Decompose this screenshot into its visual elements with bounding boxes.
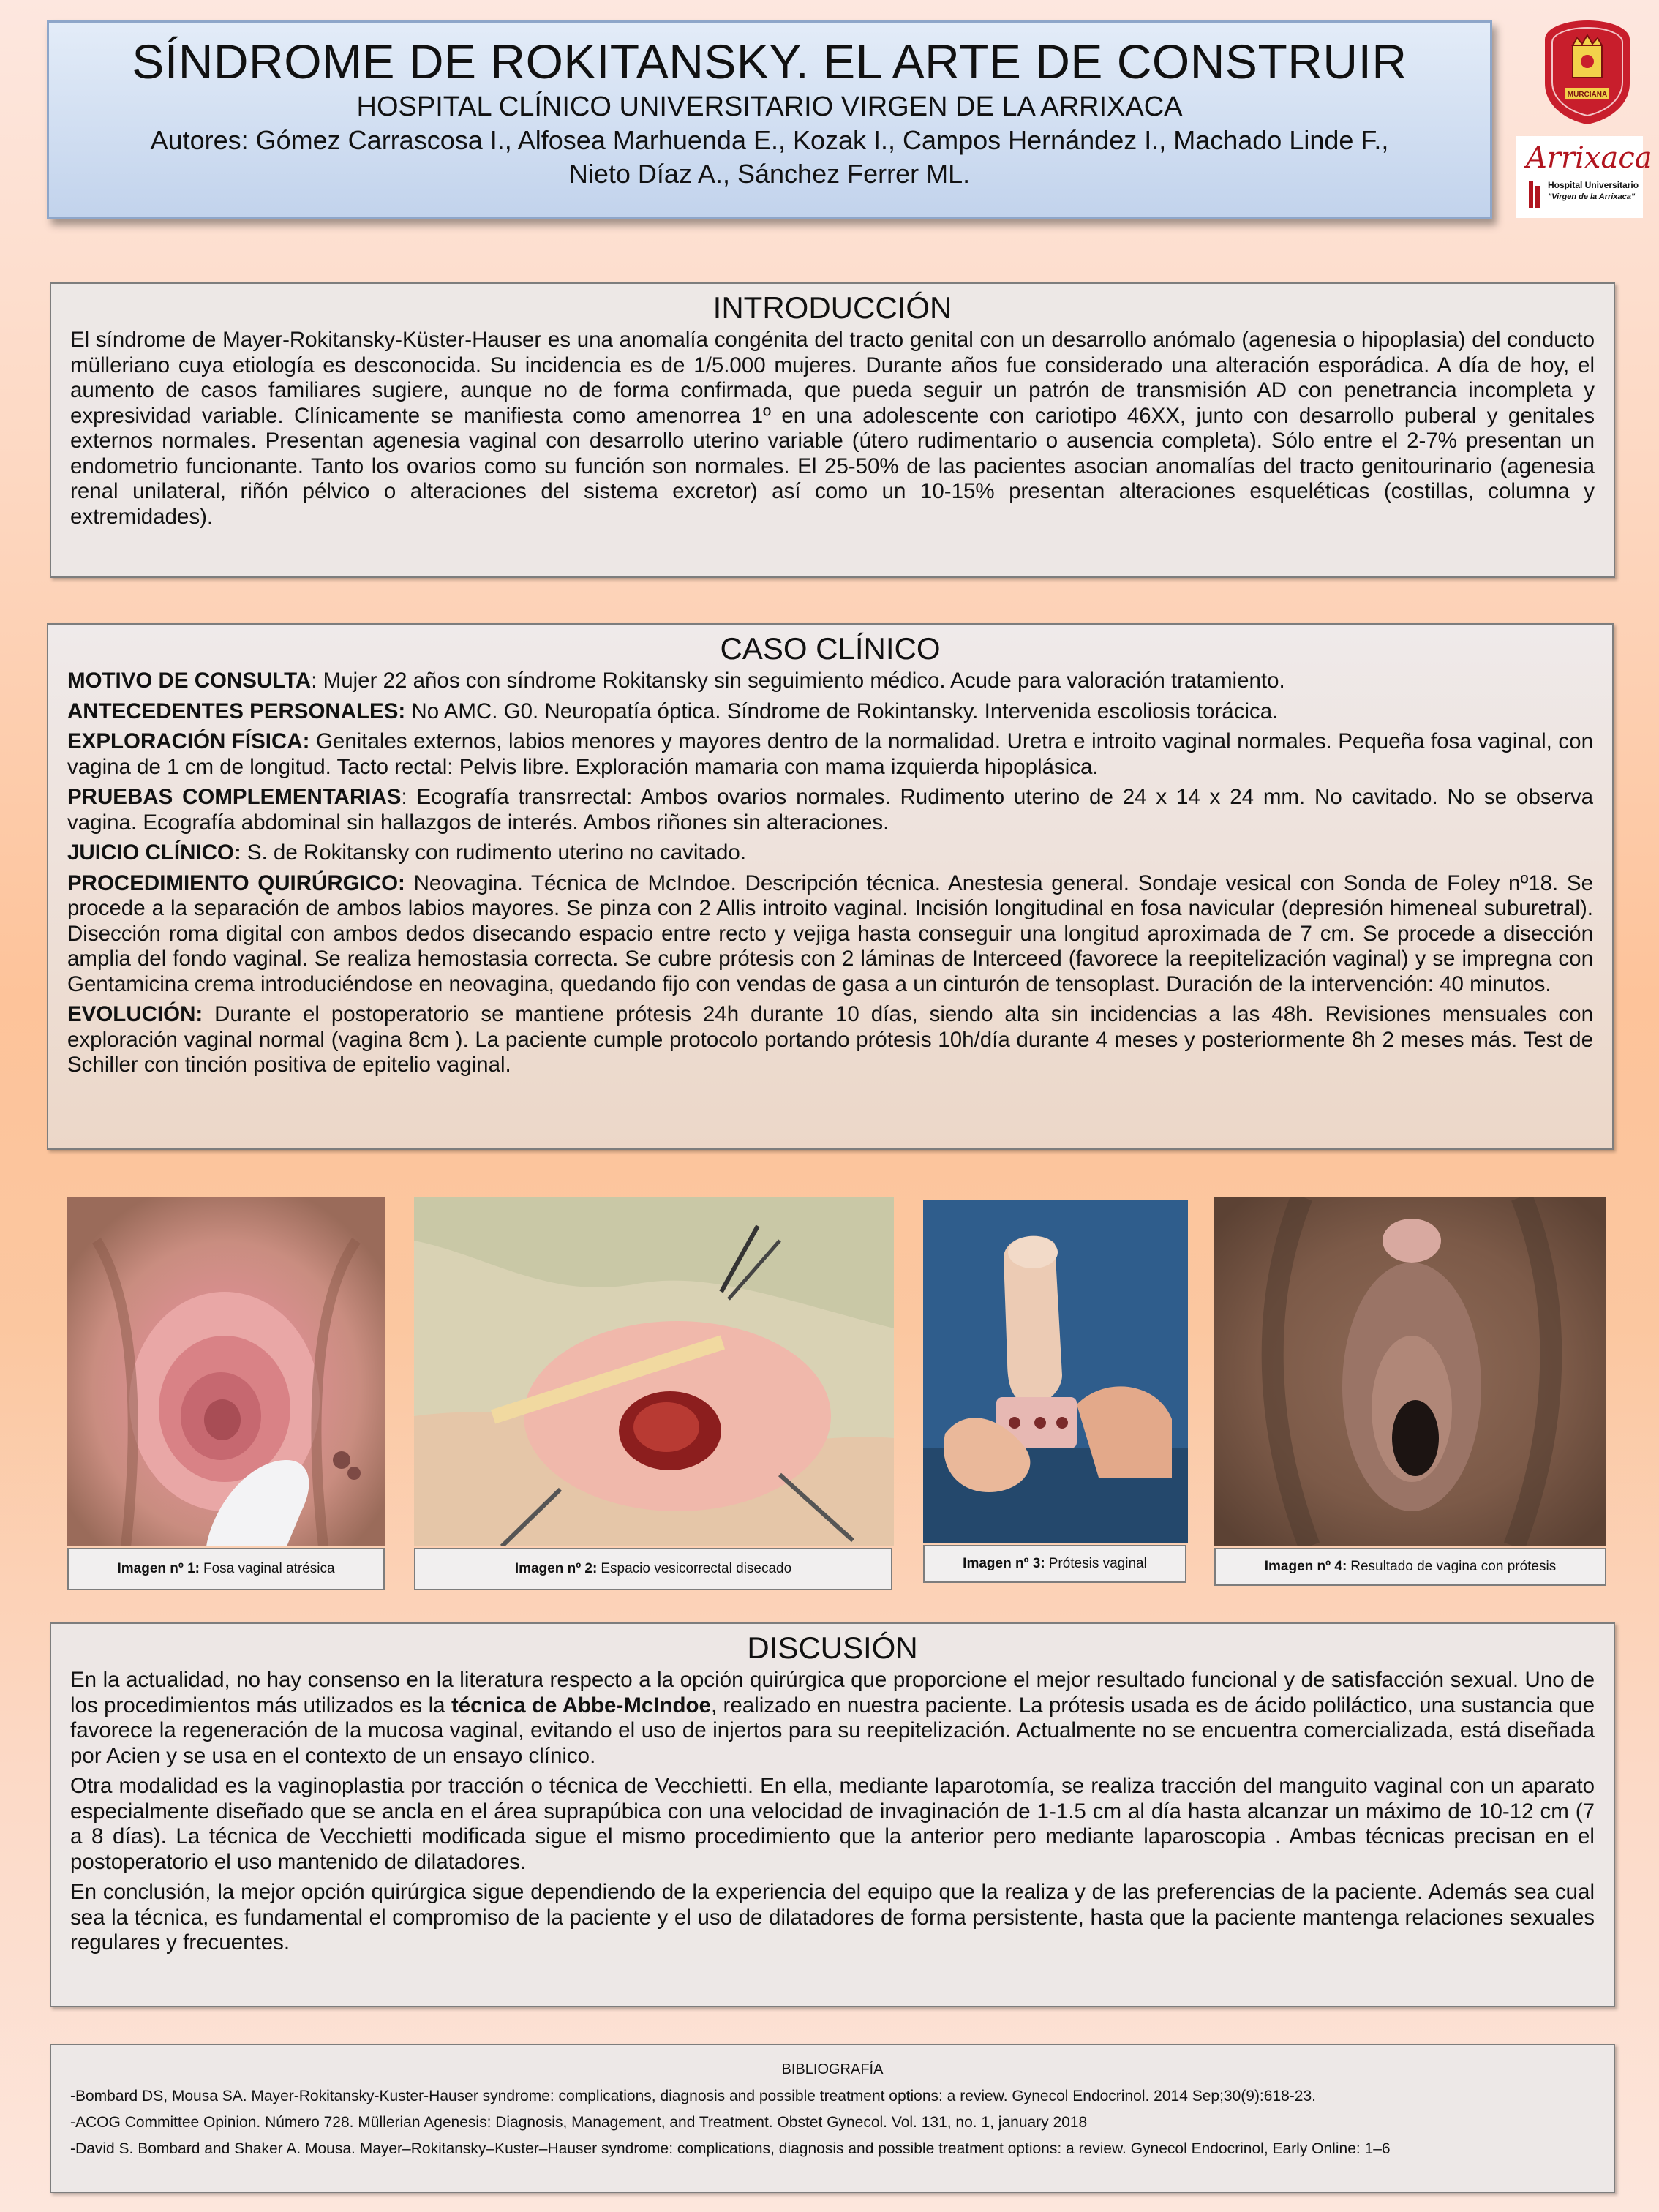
arrixaca-logo	[1516, 136, 1652, 218]
bibliografia-title: BIBLIOGRAFÍA	[781, 2061, 884, 2077]
caption-2-text: Espacio vesicorrectal disecado	[601, 1561, 792, 1576]
authors-line-2: Nieto Díaz A., Sánchez Ferrer ML.	[568, 159, 971, 189]
caso-pruebas-text: : Ecografía transrrectal: Ambos ovarios normales. Rudimento uterino de 24 x 14 x 24 mm. No cavitado. No se observa vagina. Ecografía abdominal sin hallazgos de interés. Ambos riñones sin alteraciones.	[67, 785, 1593, 835]
introduccion-title: INTRODUCCIÓN	[712, 290, 952, 325]
caption-2-label: Imagen nº 2:	[514, 1561, 598, 1576]
caso-evolucion-label: EVOLUCIÓN:	[67, 1002, 203, 1026]
bibliografia-item: -ACOG Committee Opinion. Número 728. Müllerian Agenesis: Diagnosis, Management, and Treatment. Obstet Gynecol. Vol. 131, no. 1, january 2018	[70, 2114, 1088, 2131]
bibliografia-item: -Bombard DS, Mousa SA. Mayer-Rokitansky-Kuster-Hauser syndrome: complications, diagnosis and possible treatment options: a review. Gynecol Endocrinol. 2014 Sep;30(9):618-23.	[70, 2088, 1316, 2104]
caso-clinico-title: CASO CLÍNICO	[720, 631, 941, 666]
murcia-seal-text: MURCIANA	[1567, 91, 1608, 99]
discusion-section	[50, 1622, 1615, 2007]
discusion-p1-end: , realizado en nuestra paciente. La prótesis usada es de ácido poliláctico, una sustancia que favorece la regeneración de la mucosa vaginal, evitando el uso de injertos para su reepitelización. Actualmente no se encuentra comercializada, está diseñada por Acien y se usa en el contexto de un ensayo clínico.	[70, 1693, 1595, 1768]
caso-pruebas	[67, 785, 1593, 835]
caso-exploracion-text: Genitales externos, labios menores y mayores dentro de la normalidad. Uretra e introito vaginal normales. Pequeña fosa vaginal, con vagina de 1 cm de longitud. Tacto rectal: Pelvis libre. Exploración mamaria con mama izquierda hipoplásica.	[67, 729, 1593, 779]
caso-procedimiento-text: Neovagina. Técnica de McIndoe. Descripción técnica. Anestesia general. Sondaje vesical con Sonda de Foley nº18. Se procede a la separación de ambos labios mayores. Se pinza con 2 Allis introito vaginal. Incisión longitudinal en fosa navicular (depresión himeneal suburetral). Disección roma digital con ambos dedos disecando espacio entre recto y vejiga hasta conseguir una longitud aproximada de 7 cm. Se procede a disección amplia del fondo vaginal. Se realiza hemostasia correcta. Se cubre prótesis con 2 láminas de Interceed (favorece la reepitelización vaginal) y se impregna con Gentamicina crema introduciéndose en neovagina, quedando fijo con vendas de gasa a un cinturón de tensoplast. Duración de la intervención: 40 minutos.	[67, 870, 1594, 996]
caso-evolucion-text: Durante el postoperatorio se mantiene prótesis 24h durante 10 días, siendo alta sin incidencias a las 48h. Revisiones mensuales con exploración vaginal normal (vagina 8cm ). La paciente cumple protocolo portando prótesis 10h/día durante 4 meses y posteriormente 8h 2 meses más. Test de Schiller con tinción positiva de epitelio vaginal.	[67, 1002, 1593, 1077]
introduccion-text: El síndrome de Mayer-Rokitansky-Küster-Hauser es una anomalía congénita del tracto genital con un desarrollo anómalo (agenesia o hipoplasia) del conducto mülleriano cuya etiología es desconocida. Su incidencia es de 1/5.000 mujeres. Durante años fue considerado una alteración esporádica. A día de hoy, el aumento de casos familiares sugiere, aunque no de forma confirmada, que pueda seguir un patrón de transmisión AD con penetrancia incompleta y expresividad variable. Clínicamente se manifiesta como amenorrea 1º en una adolescente con cariotipo 46XX, junto con desarrollo puberal y genitales externos normales. Presentan agenesia vaginal con desarrollo uterino variable (útero rudimentario o ausencia completa). Sólo entre el 2-7% presentan un endometrio funcionante. Tanto los ovarios como su función son normales. El 25-50% de las pacientes asocian anomalías del tracto genitourinario (agenesia renal unilateral, riñón pélvico o alteraciones del sistema excretor) así como un 10-15% presentan alteraciones esqueléticas (costillas, columna y extremidades).	[70, 328, 1595, 529]
caption-imagen-4	[1214, 1548, 1606, 1586]
discusion-title: DISCUSIÓN	[747, 1630, 918, 1665]
bibliografia-section	[50, 2044, 1615, 2193]
bibliografia-item: -David S. Bombard and Shaker A. Mousa. Mayer–Rokitansky–Kuster–Hauser syndrome: complications, diagnosis and possible treatment options: a review. Gynecol Endocrinol, Early Online: 1–6	[70, 2140, 1391, 2157]
caption-3-label: Imagen nº 3:	[963, 1556, 1045, 1571]
arrixaca-logo-line1: Hospital Universitario	[1548, 180, 1639, 190]
caption-1-label: Imagen nº 1:	[117, 1561, 200, 1576]
photo-4-vagina-result	[1214, 1197, 1606, 1546]
discusion-paragraph-3: En conclusión, la mejor opción quirúrgica sigue dependiendo de la experiencia del equipo que la realiza y de las preferencias de la paciente. Además sea cual sea la técnica, es fundamental el compromiso de la paciente y el uso de dilatadores de forma persistente, hasta que la paciente mantenga relaciones sexuales regulares y frecuentes.	[70, 1880, 1595, 1955]
caso-juicio-text: S. de Rokitansky con rudimento uterino no cavitado.	[241, 840, 747, 865]
poster-title: SÍNDROME DE ROKITANSKY. EL ARTE DE CONSTRUIR	[132, 34, 1407, 89]
hospital-name: HOSPITAL CLÍNICO UNIVERSITARIO VIRGEN DE LA ARRIXACA	[356, 91, 1183, 122]
discusion-paragraph-1	[70, 1668, 1595, 1769]
arrixaca-logo-script: Arrixaca	[1526, 141, 1652, 175]
caso-antecedentes-text: No AMC. G0. Neuropatía óptica. Síndrome de Rokintansky. Intervenida escoliosis torácica.	[405, 699, 1279, 723]
arrixaca-emblem-icon	[1527, 178, 1542, 211]
caso-procedimiento-label: PROCEDIMIENTO QUIRÚRGICO:	[67, 870, 405, 895]
caso-pruebas-label: PRUEBAS COMPLEMENTARIAS	[67, 785, 402, 809]
caption-3-text: Prótesis vaginal	[1048, 1556, 1147, 1571]
poster-header	[47, 20, 1492, 219]
caso-motivo	[67, 669, 1593, 694]
caso-motivo-text: : Mujer 22 años con síndrome Rokitansky sin seguimiento médico. Acude para valoración tratamiento.	[311, 669, 1285, 693]
caso-exploracion-label: EXPLORACIÓN FÍSICA:	[67, 729, 310, 753]
caso-antecedentes-label: ANTECEDENTES PERSONALES:	[67, 699, 406, 723]
caso-exploracion	[67, 729, 1593, 780]
caption-1-text: Fosa vaginal atrésica	[203, 1561, 335, 1576]
caso-antecedentes	[67, 699, 1593, 725]
caso-juicio-label: JUICIO CLÍNICO:	[67, 840, 241, 865]
photo-3-vaginal-prosthesis	[923, 1200, 1188, 1543]
caption-imagen-3	[923, 1545, 1186, 1583]
caso-evolucion	[67, 1002, 1593, 1078]
caption-imagen-1	[67, 1548, 385, 1590]
authors-line-1: Autores: Gómez Carrascosa I., Alfosea Marhuenda E., Kozak I., Campos Hernández I., Machado Linde F.,	[150, 125, 1389, 155]
caption-4-label: Imagen nº 4:	[1264, 1559, 1347, 1574]
caption-imagen-2	[414, 1548, 892, 1590]
photo-2-vesicorectal-space	[414, 1197, 894, 1546]
arrixaca-logo-line2: "Virgen de la Arrixaca"	[1548, 192, 1636, 201]
caso-juicio	[67, 840, 1593, 866]
introduccion-section	[50, 282, 1615, 578]
caso-clinico-section	[47, 623, 1614, 1150]
discusion-p1-bold: técnica de Abbe-McIndoe	[451, 1693, 711, 1718]
discusion-paragraph-2: Otra modalidad es la vaginoplastia por tracción o técnica de Vecchietti. En ella, mediante laparotomía, se realiza tracción del manguito vaginal con un aparato especialmente diseñado que se ancla en el área suprapúbica con una velocidad de invaginación de 1-1.5 cm al día hasta alcanzar un máximo de 10-12 cm (7 a 8 días). La técnica de Vecchietti modificada sigue el mismo procedimiento que la anterior pero mediante laparoscopia . Ambas técnicas precisan en el postoperatorio el uso mantenido de dilatadores.	[70, 1774, 1595, 1874]
murcia-seal-logo	[1536, 18, 1639, 127]
caption-4-text: Resultado de vagina con prótesis	[1350, 1559, 1557, 1574]
caso-motivo-label: MOTIVO DE CONSULTA	[67, 669, 312, 693]
discusion-p1-start: En la actualidad, no hay consenso en la literatura respecto a la opción quirúrgica que proporcione el mejor resultado funcional y de satisfacción sexual. Uno de los procedimientos más utilizados es la	[70, 1668, 1595, 1718]
caso-procedimiento	[67, 871, 1593, 998]
photo-1-atretic-vaginal-fossa	[67, 1197, 385, 1546]
